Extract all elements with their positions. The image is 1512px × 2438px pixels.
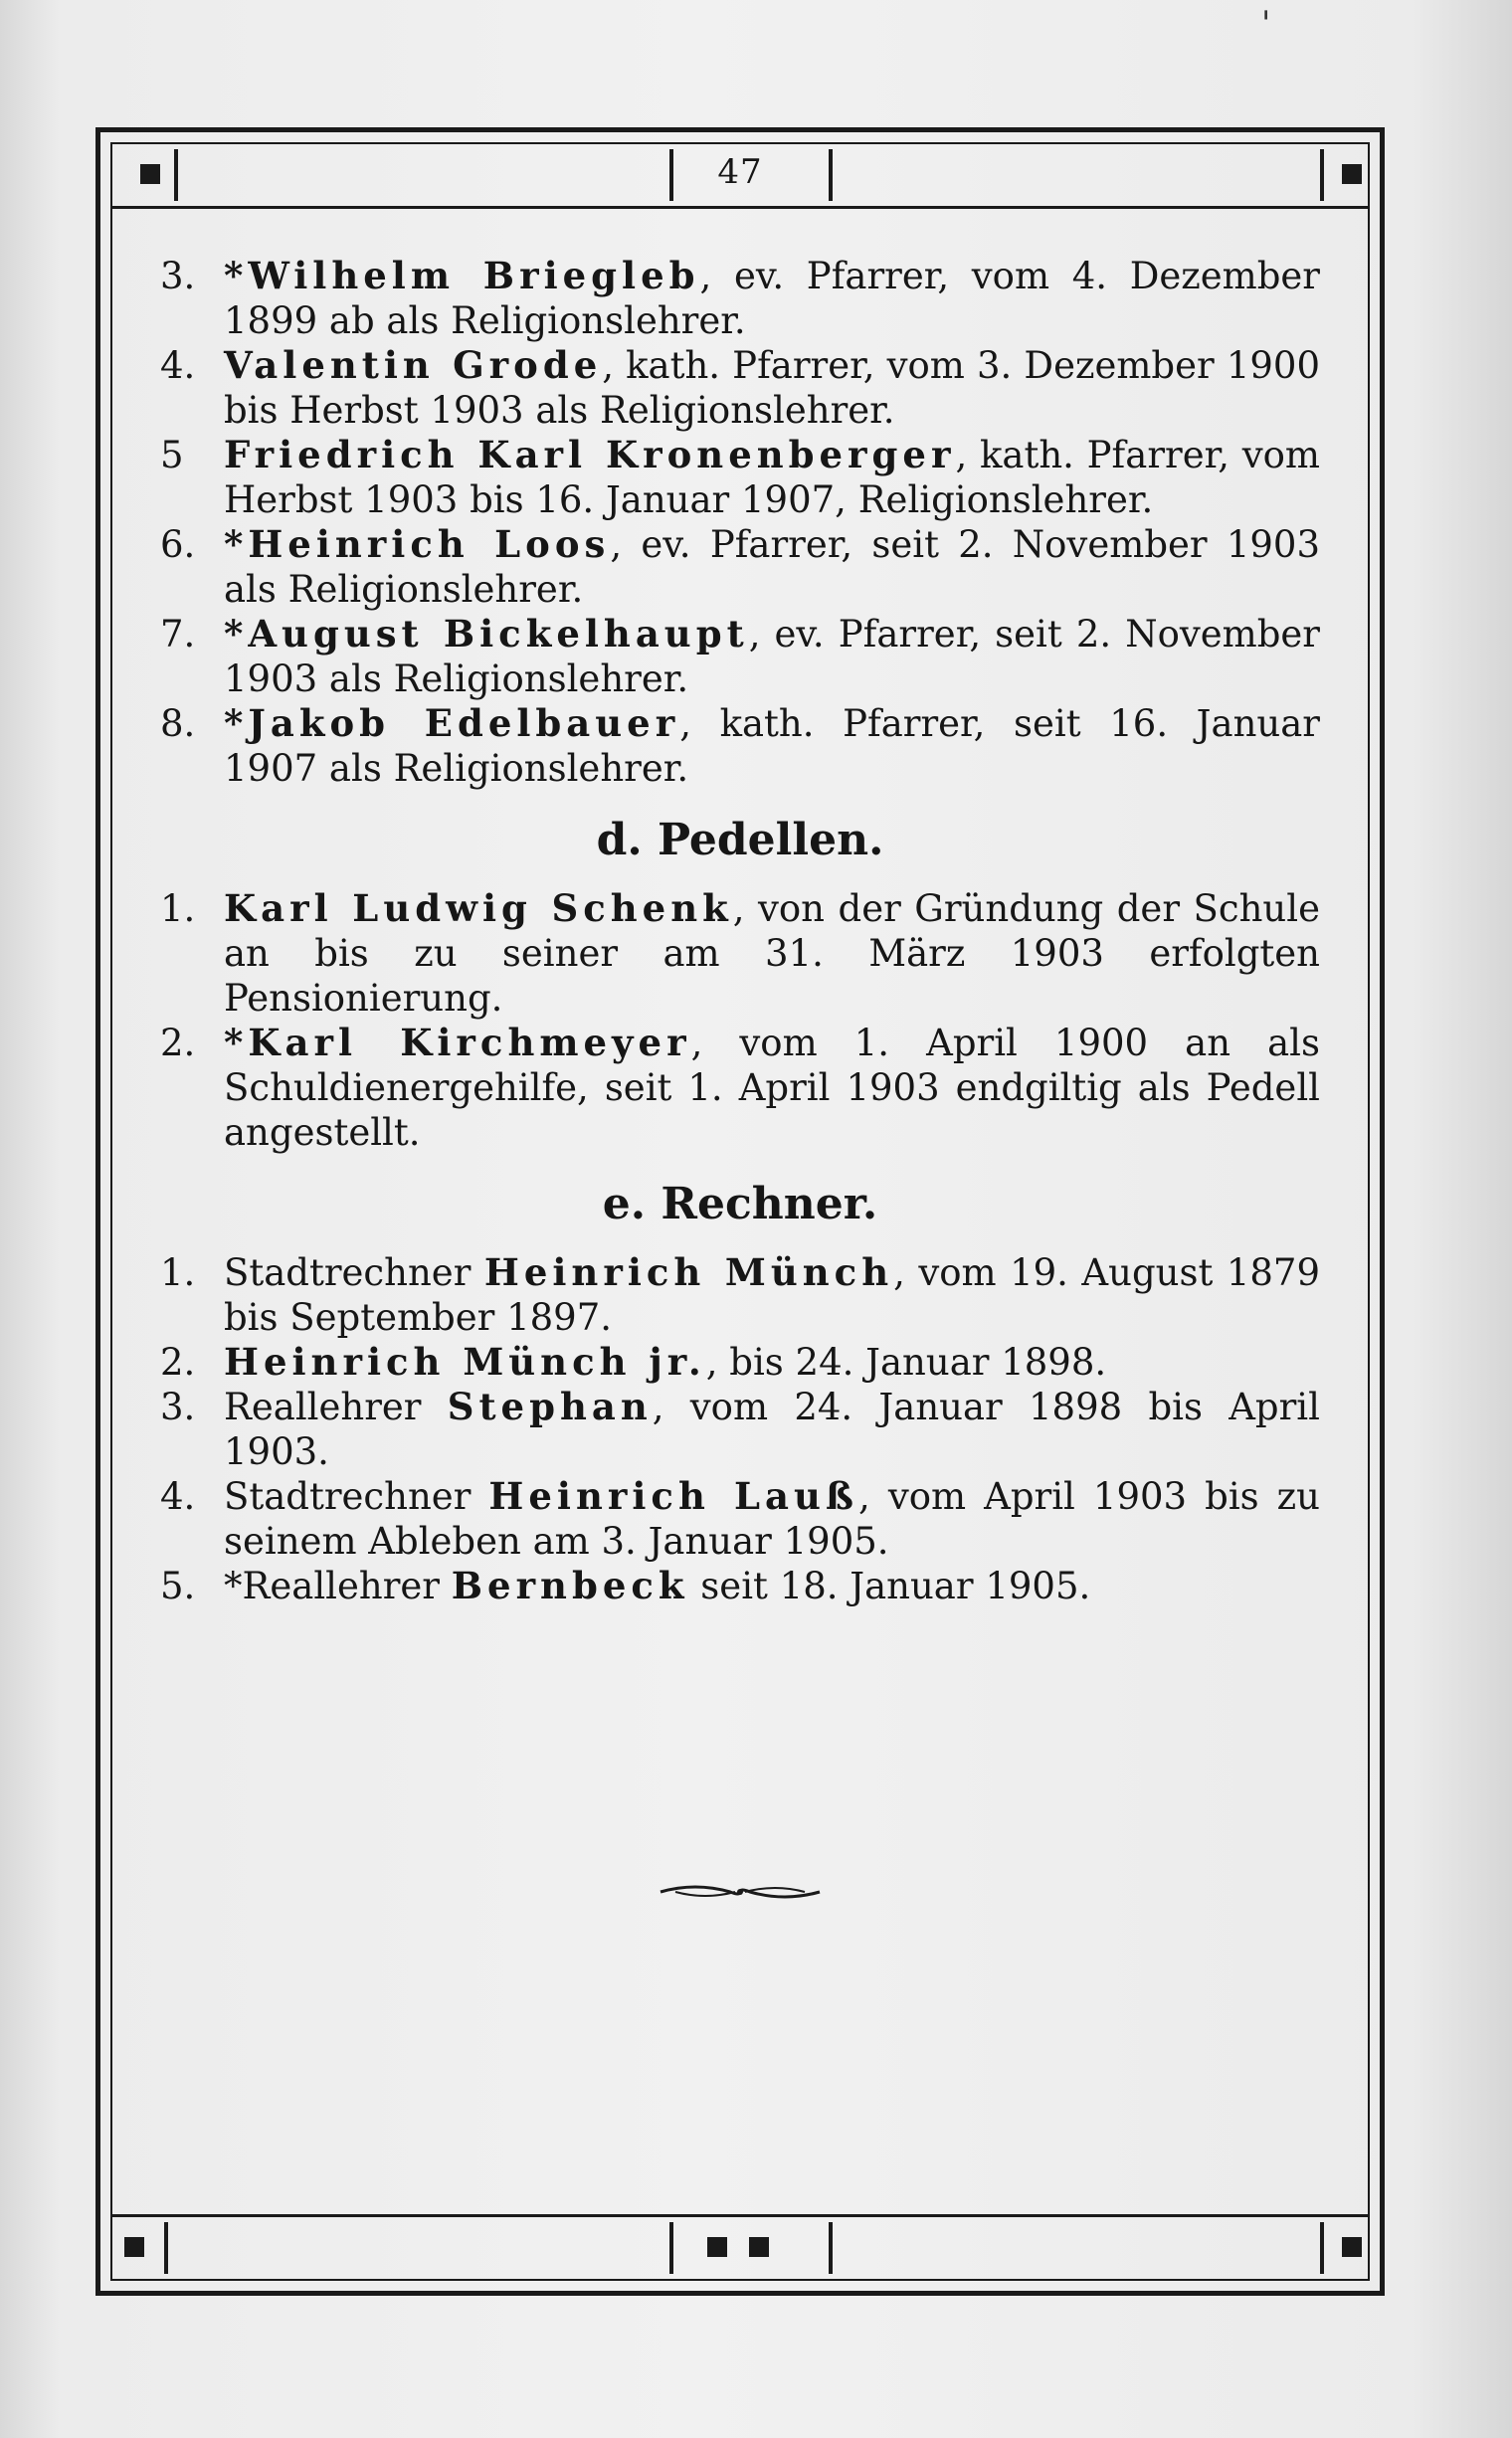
item-description: , vom 1. April 1900 an als Schuldienergehilfe, seit 1. April 1903 endgiltig als Pedell angestellt. [224, 1022, 1320, 1154]
item-number: 1. [160, 887, 196, 930]
item-number: 5. [160, 1565, 196, 1607]
item-description: , ev. Pfarrer, seit 2. November 1903 als Religionslehrer. [224, 613, 1320, 700]
header-band [112, 144, 1368, 209]
square-ornament-icon [1342, 2237, 1362, 2257]
person-name: *August Bickelhaupt [224, 612, 749, 656]
item-description: , vom 24. Januar 1898 bis April 1903. [224, 1386, 1320, 1473]
item-description: , vom 19. August 1879 bis September 1897. [224, 1251, 1321, 1339]
list-item [160, 254, 1320, 343]
item-title-prefix: *Reallehrer [224, 1565, 452, 1607]
page-frame [95, 127, 1385, 2296]
item-description: , von der Gründung der Schule an bis zu seiner am 31. März 1903 erfolgten Pensionierung. [224, 887, 1320, 1020]
item-number: 5 [160, 434, 184, 476]
item-title-prefix: Stadtrechner [224, 1475, 489, 1518]
person-name: *Wilhelm Briegleb [224, 254, 700, 297]
person-name: *Karl Kirchmeyer [224, 1021, 691, 1064]
page-frame-inner [110, 142, 1370, 2281]
square-ornament-icon [749, 2237, 769, 2257]
section-e-heading: e. Rechner. [602, 1179, 878, 1229]
person-name: Heinrich Lauß [488, 1474, 859, 1518]
item-number: 3. [160, 255, 196, 297]
divider-bar [164, 2222, 168, 2274]
person-name: Bernbeck [451, 1564, 689, 1607]
list-item [160, 1250, 1320, 1340]
person-name: *Heinrich Loos [224, 522, 611, 566]
list-item [160, 886, 1320, 1021]
person-name: Karl Ludwig Schenk [224, 886, 733, 930]
person-name: Heinrich Münch jr. [224, 1340, 706, 1384]
item-number: 7. [160, 613, 196, 656]
item-number: 2. [160, 1341, 196, 1384]
list-item [160, 1474, 1320, 1564]
list-item [160, 1385, 1320, 1474]
corner-mark: ' [1261, 4, 1271, 44]
item-description: , ev. Pfarrer, vom 4. Dezember 1899 ab als Religionslehrer. [224, 255, 1320, 342]
item-description: seit 18. Januar 1905. [688, 1565, 1091, 1607]
item-title-prefix: Reallehrer [224, 1386, 448, 1428]
item-number: 6. [160, 523, 196, 566]
square-ornament-icon [124, 2237, 144, 2257]
square-ornament-icon [707, 2237, 727, 2257]
divider-bar [1320, 149, 1324, 201]
section-d-heading: d. Pedellen. [596, 815, 884, 865]
list-item [160, 701, 1320, 791]
person-name: Friedrich Karl Kronenberger [224, 433, 956, 476]
square-ornament-icon [1342, 164, 1362, 184]
divider-bar [829, 2222, 833, 2274]
divider-bar [829, 149, 833, 201]
item-description: , ev. Pfarrer, seit 2. November 1903 als Religionslehrer. [224, 523, 1321, 611]
list-item [160, 1340, 1320, 1385]
divider-bar [1320, 2222, 1324, 2274]
item-number: 8. [160, 702, 196, 745]
item-description: , kath. Pfarrer, seit 16. Januar 1907 als Religionslehrer. [224, 702, 1320, 790]
person-name: Stephan [447, 1385, 653, 1428]
list-item [160, 522, 1320, 612]
item-number: 2. [160, 1022, 196, 1064]
person-name: Heinrich Münch [483, 1250, 894, 1294]
item-description: , vom April 1903 bis zu seinem Ableben am 3. Januar 1905. [224, 1475, 1320, 1563]
list-item [160, 433, 1320, 522]
item-number: 4. [160, 1475, 196, 1518]
item-description: , bis 24. Januar 1898. [705, 1341, 1107, 1384]
section-d-list [160, 886, 1320, 1155]
list-item [160, 612, 1320, 701]
person-name: Valentin Grode [224, 343, 603, 387]
page-number: 47 [717, 152, 763, 192]
item-title-prefix: Stadtrechner [224, 1251, 484, 1294]
item-number: 1. [160, 1251, 196, 1294]
item-number: 4. [160, 344, 196, 387]
list-item [160, 1021, 1320, 1155]
section-c-list [160, 254, 1320, 791]
divider-bar [669, 2222, 673, 2274]
flourish-ornament-icon [112, 1880, 1368, 1908]
item-description: , kath. Pfarrer, vom 3. Dezember 1900 bis Herbst 1903 als Religionslehrer. [224, 344, 1320, 432]
footer-band [112, 2214, 1368, 2279]
item-number: 3. [160, 1386, 196, 1428]
list-item [160, 1564, 1320, 1608]
section-e-list [160, 1250, 1320, 1608]
item-description: , kath. Pfarrer, vom Herbst 1903 bis 16. Januar 1907, Religionslehrer. [224, 434, 1320, 521]
page-content [160, 254, 1320, 1608]
person-name: *Jakob Edelbauer [224, 701, 680, 745]
list-item [160, 343, 1320, 433]
